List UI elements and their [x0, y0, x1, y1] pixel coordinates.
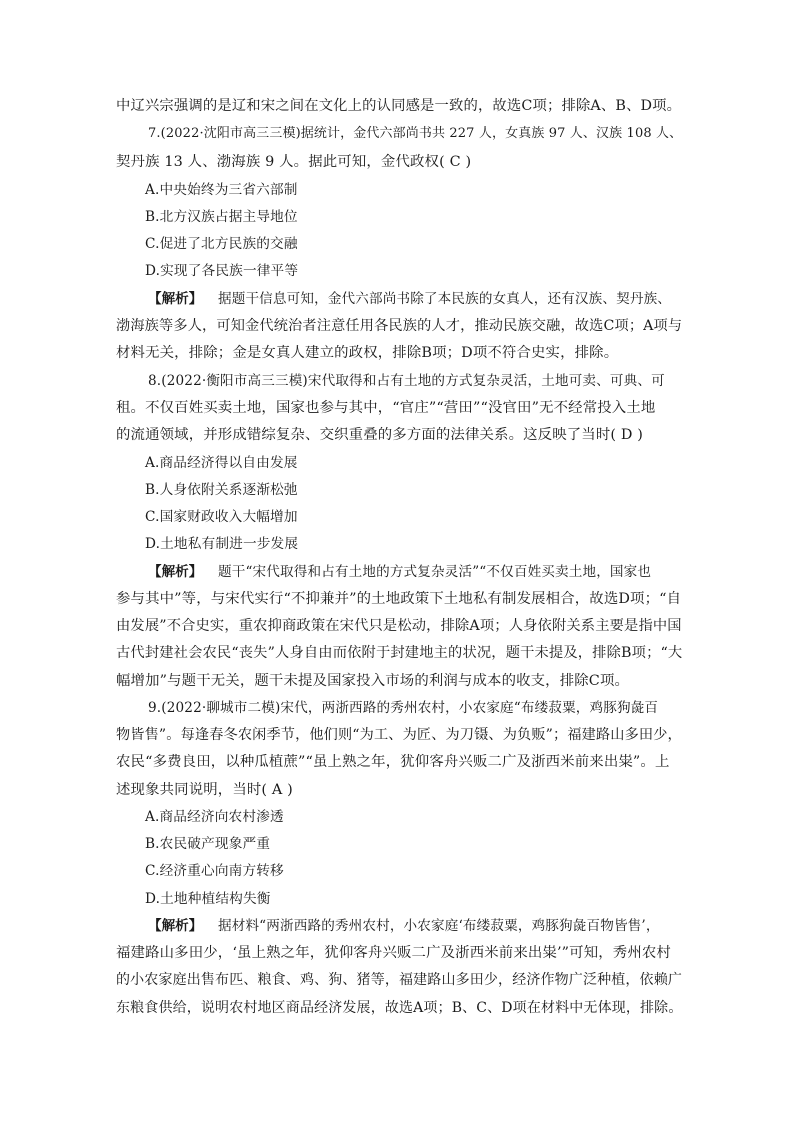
question-8-analysis: 幅增加”与题干无关，题干未提及国家投入市场的利润与成本的收支，排除C项。	[116, 673, 630, 689]
question-7-analysis	[148, 289, 714, 309]
question-9-option-a: A.商品经济向农村渗透	[145, 809, 284, 825]
question-9-option-d: D.土地种植结构失衡	[145, 891, 271, 907]
question-7-option-b: B.北方汉族占据主导地位	[145, 209, 298, 225]
question-8-analysis: 由发展”不合史实，重农抑商政策在宋代只是松动，排除A项；人身依附关系主要是指中国	[116, 618, 682, 634]
analysis-label: 【解析】	[148, 291, 203, 307]
analysis-label: 【解析】	[148, 918, 203, 934]
question-9-stem: 农民“多费良田，以种瓜植蔗”“虽上熟之年，犹仰客舟兴贩二广及浙西米前来出粜”。上	[116, 754, 670, 770]
question-8-stem: 8.(2022·衡阳市高三三模)宋代取得和占有土地的方式复杂灵活，土地可卖、可典、可	[148, 373, 665, 389]
question-9-stem: 9.(2022·聊城市二模)宋代，两浙西路的秀州农村，小农家庭“布缕菽粟，鸡豚狗彘百	[148, 700, 659, 716]
question-8-stem: 的流通领域，并形成错综复杂、交织重叠的多方面的法律关系。这反映了当时( D )	[116, 427, 644, 443]
analysis-text: 据材料“两浙西路的秀州农村，小农家庭‘布缕菽粟，鸡豚狗彘百物皆售’，	[218, 918, 660, 934]
question-8-analysis	[148, 562, 714, 582]
question-8-analysis: 古代封建社会农民“丧失”人身自由而依附于封建地主的状况，题干未提及，排除B项；“大	[116, 645, 683, 661]
analysis-label: 【解析】	[148, 564, 203, 580]
question-8-option-c: C.国家财政收入大幅增加	[145, 509, 298, 525]
question-7-analysis: 渤海族等多人，可知金代统治者注意任用各民族的人才，推动民族交融，故选C项；A项与	[116, 318, 683, 334]
question-8-option-b: B.人身依附关系逐渐松弛	[145, 482, 298, 498]
question-9-option-c: C.经济重心向南方转移	[145, 863, 284, 879]
question-8-option-a: A.商品经济得以自由发展	[145, 455, 298, 471]
question-8-stem: 租。不仅百姓买卖土地，国家也参与其中，“官庄”“营田”“没官田”无不经常投入土地	[116, 400, 656, 416]
text-line: 中辽兴宗强调的是辽和宋之间在文化上的认同感是一致的，故选C项；排除A、B、D项。	[116, 98, 682, 114]
question-7-stem: 7.(2022·沈阳市高三三模)据统计，金代六部尚书共 227 人，女真族 97 人、汉族 108 人、	[148, 126, 683, 141]
question-7-option-a: A.中央始终为三省六部制	[145, 182, 298, 198]
question-7-analysis: 材料无关，排除；金是女真人建立的政权，排除B项；D项不符合史实，排除。	[116, 345, 619, 361]
question-9-option-b: B.农民破产现象严重	[145, 836, 271, 852]
question-9-analysis: 东粮食供给，说明农村地区商品经济发展，故选A项；B、C、D项在材料中无体现，排除。	[116, 1000, 683, 1016]
question-9-stem: 述现象共同说明，当时( A )	[116, 782, 293, 798]
question-8-analysis: 参与其中”等，与宋代实行“不抑兼并”的土地政策下土地私有制发展相合，故选D项；“自	[116, 591, 682, 607]
question-9-analysis	[148, 916, 714, 936]
question-7-option-c: C.促进了北方民族的交融	[145, 236, 298, 252]
question-7-stem: 契丹族 13 人、渤海族 9 人。据此可知，金代政权( C )	[116, 154, 472, 170]
question-8-option-d: D.土地私有制进一步发展	[145, 536, 299, 552]
analysis-text: 题干“宋代取得和占有土地的方式复杂灵活”“不仅百姓买卖土地，国家也	[218, 564, 652, 580]
question-7-option-d: D.实现了各民族一律平等	[145, 263, 299, 279]
question-9-stem: 物皆售”。每逢春冬农闲季节，他们则“为工、为匠、为刀镊、为负贩”；福建路山多田少，	[116, 727, 682, 743]
question-9-analysis: 的小农家庭出售布匹、粮食、鸡、狗、猪等，福建路山多田少，经济作物广泛种植，依赖广	[116, 972, 682, 988]
analysis-text: 据题干信息可知，金代六部尚书除了本民族的女真人，还有汉族、契丹族、	[218, 291, 672, 307]
question-9-analysis: 福建路山多田少，‘虽上熟之年，犹仰客舟兴贩二广及浙西米前来出粜’”可知，秀州农村	[116, 945, 671, 961]
